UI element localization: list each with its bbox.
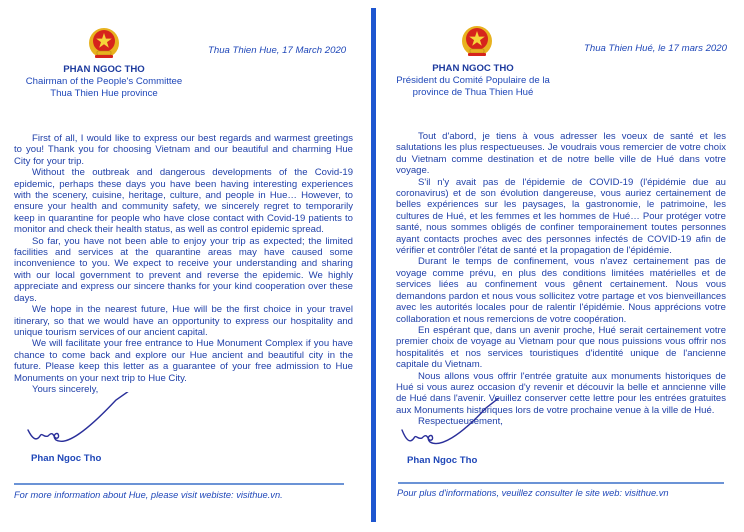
vietnam-national-emblem-icon	[460, 25, 494, 59]
letter-english	[0, 0, 371, 532]
footer-note: Pour plus d'informations, veuillez consulter le site web: visithue.vn	[397, 488, 669, 498]
letter-date: Thua Thien Hué, le 17 mars 2020	[584, 43, 727, 54]
signer-name: Phan Ngoc Tho	[31, 453, 102, 464]
closing: Yours sincerely,	[32, 383, 99, 395]
paragraph: Without the outbreak and dangerous developments of the Covid-19 epidemic, perhaps these days you have been having interesting experiences with the scenery, cuisine, heritage, culture, and people in Hue… However, to ensure your health and community safety, we sincerely regret to temporarily keep in quarantine for people who have close contact with Covid-19 patients to monitor and check their health status, as well as control epidemic spread.	[14, 167, 353, 236]
letter-body	[396, 131, 726, 428]
paragraph: So far, you have not been able to enjoy your trip as expected; the limited facilities and services at the quarantine areas may have caused some inconvenience to you. We expect to receive your understanding and sharing with our local government to prevent and reverse the epidemic. We highly appreciate and express our sincere thanks for your kind cooperation over these days.	[14, 235, 353, 304]
footer-divider	[398, 482, 724, 484]
letter-french	[376, 0, 744, 532]
sender-title: Président du Comité Populaire de la	[396, 75, 550, 86]
signature-icon	[26, 392, 146, 452]
sender-title: Chairman of the People's Committee	[25, 76, 183, 87]
footer-note: For more information about Hue, please visit webiste: visithue.vn.	[14, 490, 283, 500]
paragraph: First of all, I would like to express our best regards and warmest greetings to you! Thank you for choosing Vietnam and our beautiful and charming Hue City for your trip.	[14, 133, 353, 167]
letter-date: Thua Thien Hue, 17 March 2020	[208, 45, 347, 56]
paragraph: We hope in the nearest future, Hue will be the first choice in your travel itinerary, so that we would have an opportunity to express our hospitality and unique tourism services of our ancient capital.	[14, 304, 353, 338]
sender-province: province de Thua Thien Hué	[412, 87, 534, 98]
sender-block	[14, 64, 194, 100]
paragraph: Tout d'abord, je tiens à vous adresser les voeux de santé et les salutations les plus respectueuses. Je voudrais vous remercier de votre choix du Vietnam comme destination et de notre belle ville de Hué dans votre voyage.	[396, 131, 726, 177]
paragraph: Nous allons vous offrir l'entrée gratuite aux monuments historiques de Hué si vous aurez occasion d'y revenir et découvir la belle et anncienne ville de Hué dans l'avenir. Veuillez conserver cette lettre pour les entrées gratuites aux Monuments historiques lors de votre prochaine venue à la ville de Hué.	[396, 370, 726, 416]
paragraph: En espérant que, dans un avenir proche, Hué serait certainement votre premier choix de voyage au Vietnam pour que nous puissions vous offrir nos hospitalités et nos services touristiques d'identité unique de l'ancienne capitale du Vietnam.	[396, 324, 726, 371]
sender-province: Thua Thien Hue province	[50, 88, 158, 99]
footer-divider	[14, 483, 344, 485]
sender-block	[380, 63, 566, 99]
paragraph: S'il n'y avait pas de l'épidemie de COVID-19 (l'épidémie due au coronavirus) et de son évolution dangereuse, vous auriez certainement de belles expériences sur les paysages, la gastronomie, le patrimoine, les cultures de Hué, et les femmes et les hommes de Hué… Pour protéger votre santé, nous sommes obligés de confiner temporainement toutes personnes ayant contacts proches avec des personnes infectés de COVID-19 afin de vérifier et contrôler l'état de santé et la propagation de l'épidémie.	[396, 176, 726, 257]
letter-body	[14, 133, 353, 395]
sender-name: PHAN NGOC THO	[432, 63, 514, 74]
paragraph: We will facilitate your free entrance to Hue Monument Complex if you have chance to come back and explore our Hue ancient and beautiful city in the future. Please keep this letter as a guarantee of your free admission to Hue Monuments on your next trip to Hue City.	[14, 338, 353, 384]
sender-name: PHAN NGOC THO	[63, 64, 145, 75]
signature-icon	[400, 398, 520, 458]
paragraph: Durant le temps de confinement, vous n'avez certainement pas de voyage comme prévu, en plus des conditions limitées matérielles et de services liées au confinement vous gênent certainement. Nous vous demandons pardon et nous vous sollicitez votre partage et vos bienveillances avec les autorités locales pour de ralentir l'épidémie. Nous apprécions votre collaboration et nous remercions de votre coopération.	[396, 256, 726, 325]
closing: Respectueusement,	[418, 416, 503, 428]
vietnam-national-emblem-icon	[87, 27, 121, 61]
signer-name: Phan Ngoc Tho	[407, 455, 478, 466]
